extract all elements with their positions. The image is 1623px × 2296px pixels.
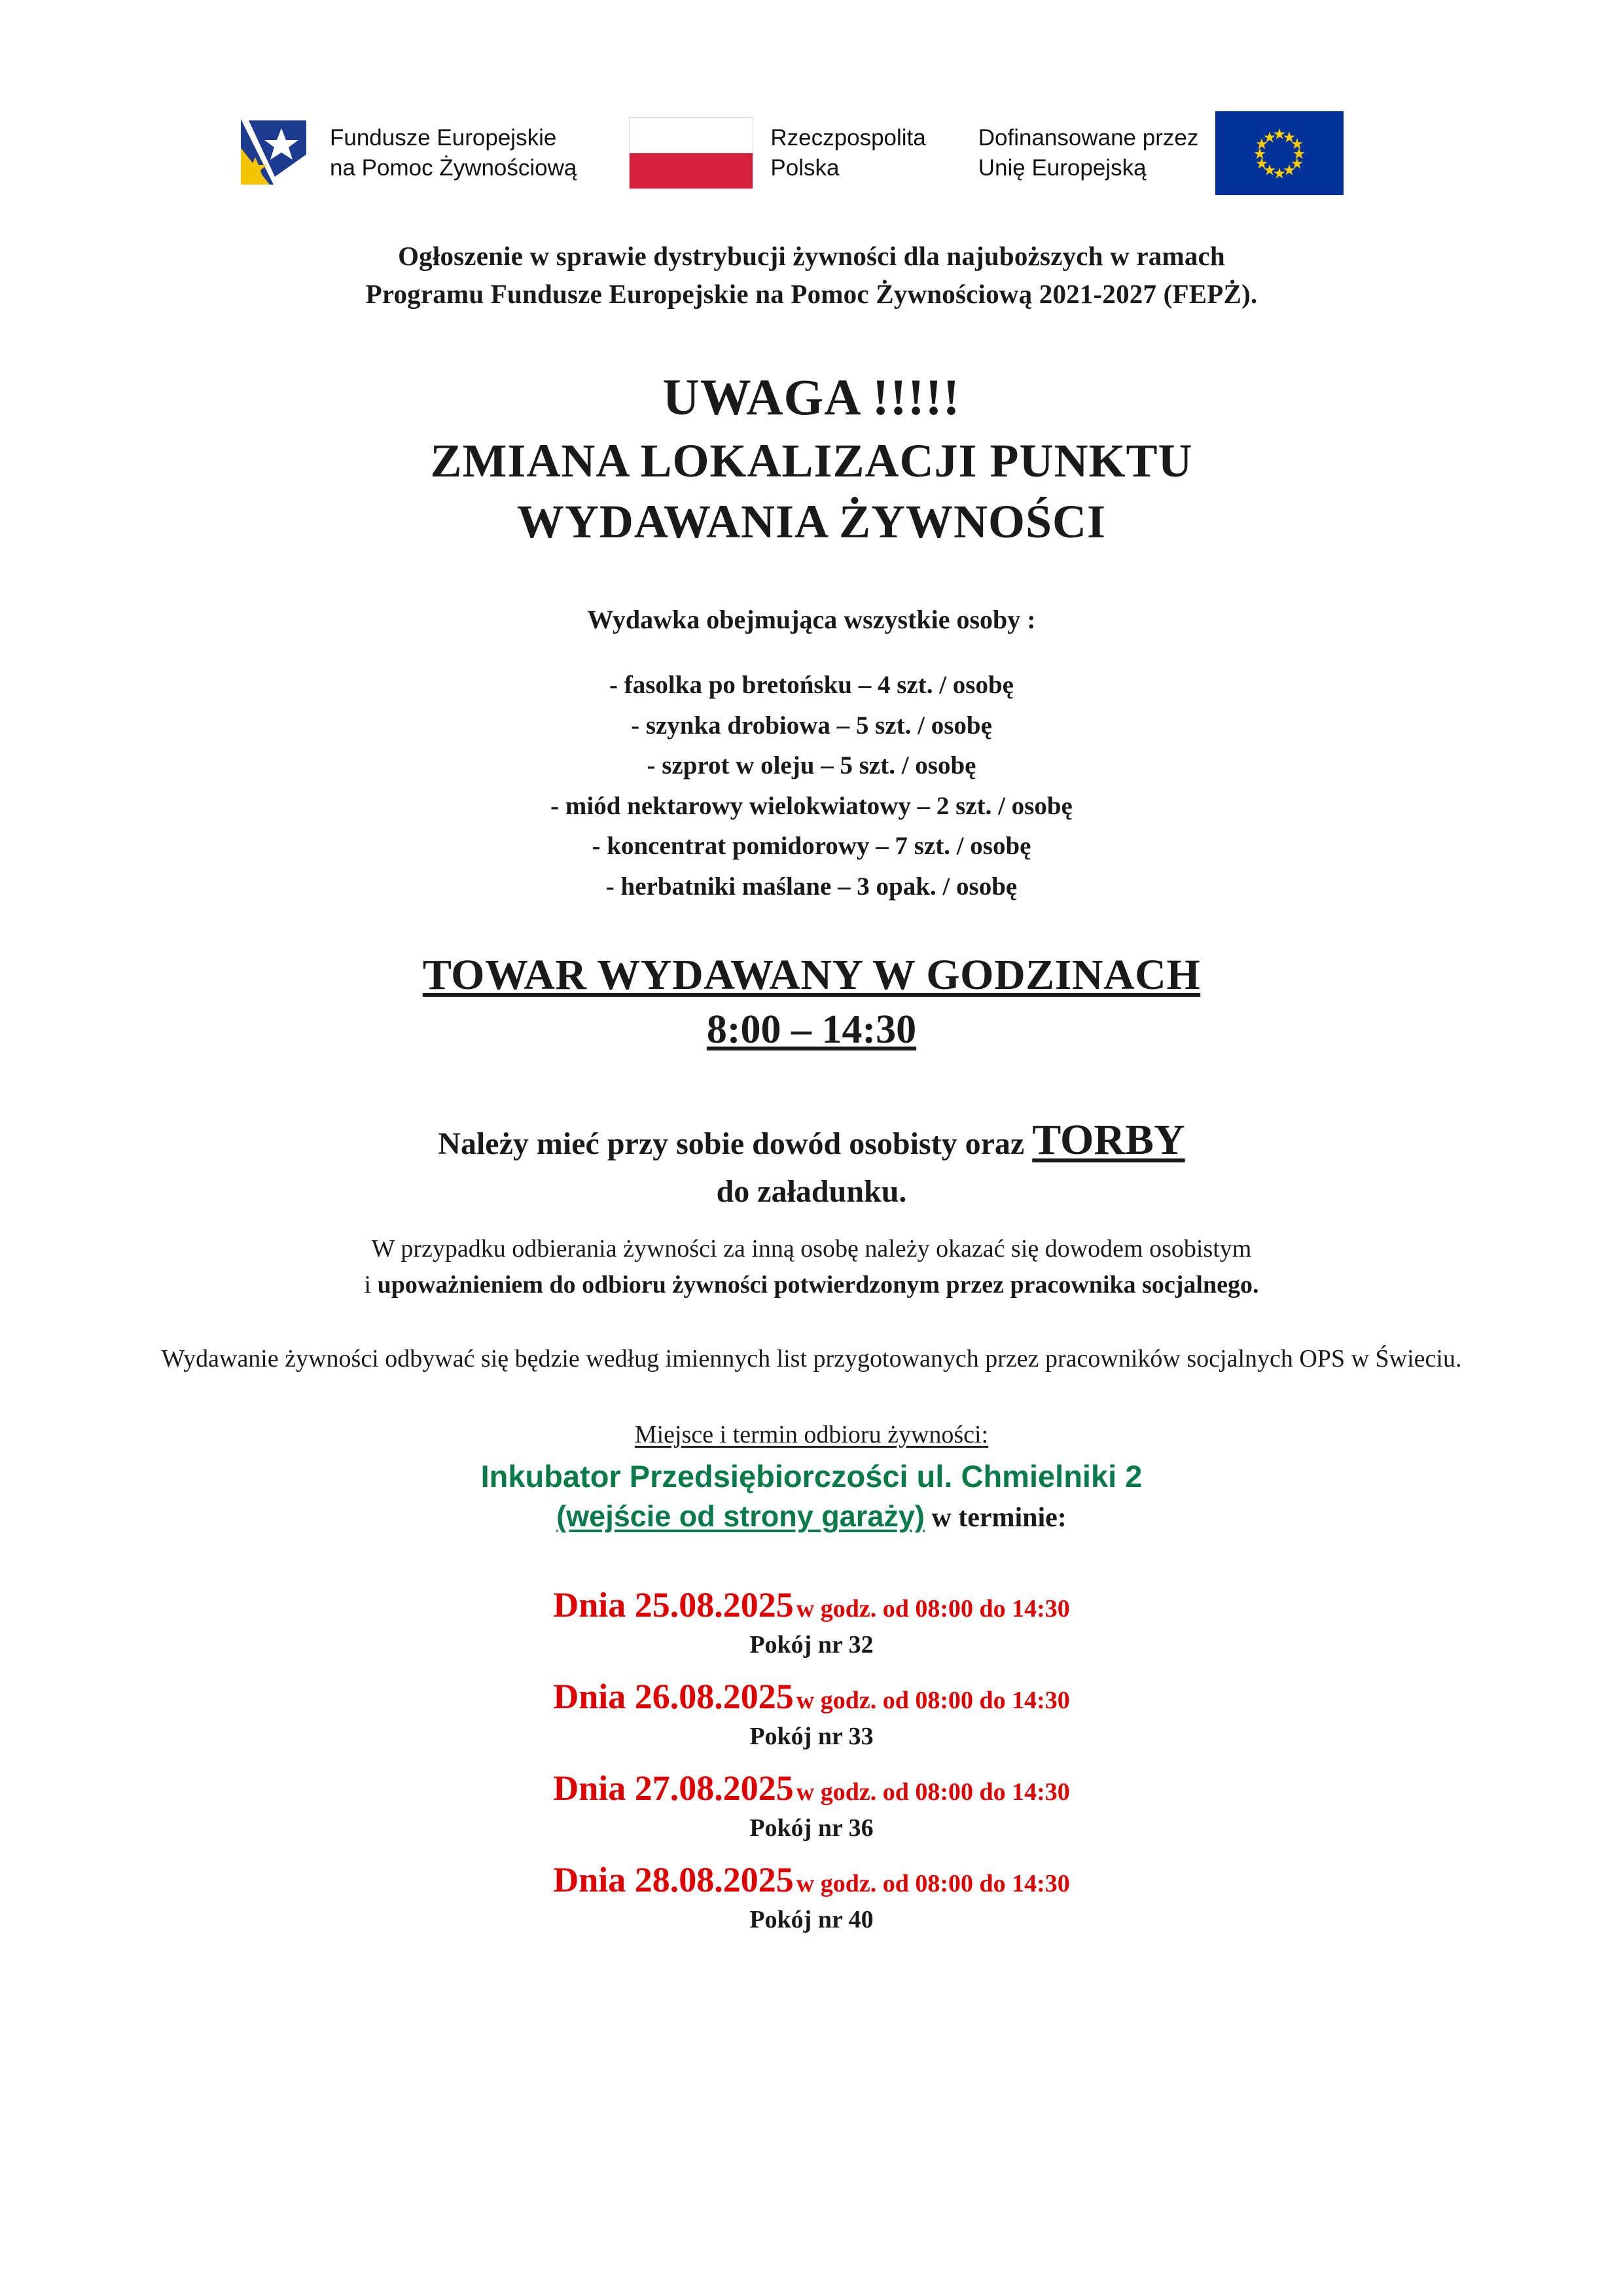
named-lists-note (137, 1341, 1486, 1377)
list-item: - koncentrat pomidorowy – 7 szt. / osobę (592, 832, 1031, 861)
schedule-date: Dnia 28.08.2025 (553, 1860, 794, 1900)
list-item: - herbatniki maślane – 3 opak. / osobę (605, 872, 1018, 901)
list-item: - miód nektarowy wielokwiatowy – 2 szt. / osobę (550, 791, 1073, 820)
schedule-room: Pokój nr 32 (749, 1631, 874, 1659)
schedule-date: Dnia 27.08.2025 (553, 1768, 794, 1808)
logo-dofinansowane-przez-unie (978, 111, 1344, 195)
place-entry-tail: w terminie: (924, 1503, 1067, 1534)
schedule-time: w godz. od 08:00 do 14:30 (796, 1595, 1070, 1623)
headline-line-1: UWAGA !!!!! (662, 368, 961, 426)
schedule-room: Pokój nr 36 (749, 1814, 874, 1842)
intro-line-1: Ogłoszenie w sprawie dystrybucji żywności dla najuboższych w ramach (398, 241, 1225, 271)
schedule-date: Dnia 25.08.2025 (553, 1585, 794, 1625)
named-lists-line-2: przez pracowników socjalnych OPS w Świeciu. (985, 1345, 1462, 1373)
list-item: - szprot w oleju – 5 szt. / osobę (647, 751, 976, 780)
named-lists-line-1: Wydawanie żywności odbywać się będzie według imiennych list przygotowanych (161, 1345, 979, 1373)
schedule-row (0, 1585, 1623, 1625)
bring-documents-notice (0, 1113, 1623, 1212)
logo-dofinansowane-label: Dofinansowane przez Unię Europejską (978, 124, 1199, 181)
dates-schedule (0, 1585, 1623, 1934)
hours-value: 8:00 – 14:30 (706, 1007, 917, 1052)
polish-flag-icon (629, 117, 753, 189)
place-name: Inkubator Przedsiębiorczości ul. Chmielniki 2 (480, 1459, 1143, 1494)
headline-line-2: ZMIANA LOKALIZACJI PUNKTU (430, 434, 1193, 487)
headline (0, 364, 1623, 553)
logo-fundusze-europejskie (236, 117, 577, 190)
proxy-note-bold: upoważnieniem do odbioru żywności potwierdzonym przez pracownika socjalnego. (377, 1271, 1259, 1299)
schedule-time: w godz. od 08:00 do 14:30 (796, 1870, 1070, 1898)
logo-fundusze-europejskie-label: Fundusze Europejskie na Pomoc Żywnościową (330, 124, 577, 181)
distribution-hours (0, 950, 1623, 1053)
schedule-row (0, 1768, 1623, 1808)
schedule-room: Pokój nr 40 (749, 1906, 874, 1934)
schedule-row (0, 1859, 1623, 1900)
funding-logo-bar (0, 0, 1623, 195)
schedule-time: w godz. od 08:00 do 14:30 (796, 1687, 1070, 1715)
eu-flag-icon (1215, 111, 1344, 195)
fe-star-mark-icon (236, 117, 313, 190)
intro-paragraph (0, 237, 1623, 313)
bring-lead-text: Należy mieć przy sobie dowód osobisty oraz (438, 1126, 1033, 1161)
proxy-note-part-2 (124, 1267, 1499, 1303)
schedule-time: w godz. od 08:00 do 14:30 (796, 1778, 1070, 1806)
food-items-list (0, 665, 1623, 907)
place-label: Miejsce i termin odbioru żywności: (634, 1421, 989, 1449)
schedule-date: Dnia 26.08.2025 (553, 1677, 794, 1717)
distribution-subtitle: Wydawka obejmująca wszystkie osoby : (587, 605, 1036, 635)
bring-emphasis-torby: TORBY (1032, 1115, 1185, 1164)
list-item: - szynka drobiowa – 5 szt. / osobę (631, 711, 992, 740)
intro-line-2: Programu Fundusze Europejskie na Pomoc Żywnościową 2021-2027 (FEPŻ). (365, 279, 1258, 310)
schedule-room: Pokój nr 33 (749, 1723, 874, 1751)
list-item: - fasolka po bretońsku – 4 szt. / osobę (609, 671, 1014, 700)
headline-line-3: WYDAWANIA ŻYWNOŚCI (516, 495, 1107, 548)
proxy-pickup-note (124, 1231, 1499, 1303)
place-entry (0, 1499, 1623, 1534)
proxy-note-prefix: i (364, 1271, 378, 1299)
schedule-row (0, 1676, 1623, 1717)
bring-second-line: do załadunku. (716, 1174, 907, 1210)
place-entry-green: (wejście od strony garaży) (556, 1499, 925, 1534)
proxy-note-part-1: W przypadku odbierania żywności za inną osobę należy okazać się dowodem osobistym (371, 1235, 1252, 1263)
logo-rzeczpospolita-polska-label: Rzeczpospolita Polska (770, 124, 926, 181)
hours-label: TOWAR WYDAWANY W GODZINACH (422, 950, 1201, 999)
logo-rzeczpospolita-polska (629, 117, 925, 189)
